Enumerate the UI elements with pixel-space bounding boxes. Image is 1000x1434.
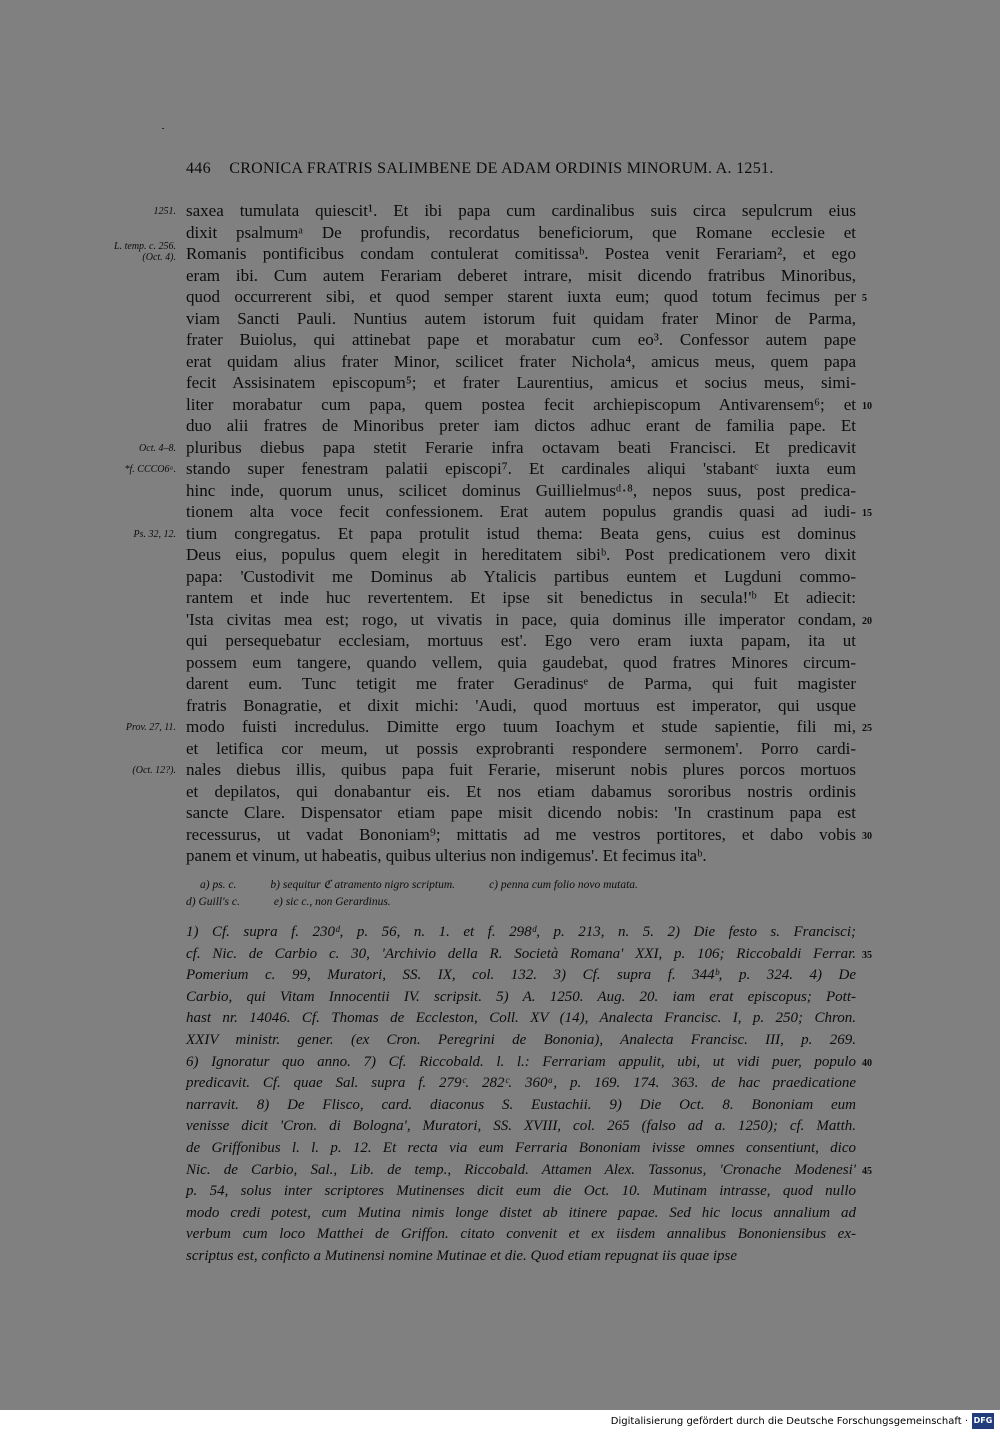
text-line: sancte Clare. Dispensator etiam pape misit dicendo nobis: 'In crastinum papa est [186,803,856,822]
text-line: quod occurrerent sibi, et quod semper starent iuxta eum; quod totum fecimus per [186,287,856,306]
text-line: tionem alta voce fecit confessionem. Erat autem populus grandis quasi ad iudi- [186,502,856,521]
footnote-line: venisse dicit 'Cron. di Bologna', Muratori, SS. XVIII, col. 265 (falso ad a. 1250); cf. Matth. [186,1118,856,1135]
line-number: 25 [862,723,872,734]
footnote-line: p. 54, solus inter scriptores Mutinenses dicit eum die Oct. 10. Mutinam intrasse, quod nullo [186,1183,856,1200]
footnote-line: 6) Ignoratur quo anno. 7) Cf. Riccobald. l. l.: Ferrariam appulit, ubi, ut vidi puer, populo [186,1053,856,1070]
text-line: frater Buiolus, qui attinebat pape et morabatur cum eo³. Confessor autem pape [186,330,856,349]
text-line: 'Ista civitas mea est; rogo, ut vivatis in pace, quia dominus ille imperator condam, [186,609,856,629]
text-line: papa: 'Custodivit me Dominus ab Ytalicis partibus euntem et Lugduni commo- [186,566,856,586]
margin-note: Prov. 27, 11. [125,722,176,733]
text-line: modo fuisti incredulus. Dimitte ergo tuum Ioachym et stude sapientie, fili mi, [186,717,856,736]
footnote-line: cf. Nic. de Carbio c. 30, 'Archivio della R. Società Romana' XXI, p. 106; Riccobaldi Ferrar. [186,945,856,962]
text-line: nales diebus illis, quibus papa fuit Ferarie, miserunt nobis plures porcos mortuos [186,760,856,779]
text-line: tium congregatus. Et papa protulit istud thema: Beata gens, cuius est dominus [186,523,856,543]
margin-note: L. temp. c. 256. [114,241,176,252]
text-line: eram ibi. Cum autem Ferariam deberet intrare, misit dicendo fratribus Minoribus, [186,265,856,285]
text-line: et depilatos, qui donabantur eis. Et nos etiam dabamus sororibus nostris ordinis [186,781,856,801]
line-number: 20 [862,615,872,627]
text-line: saxea tumulata quiescit¹. Et ibi papa cum cardinalibus suis circa sepulcrum eius [186,201,856,220]
dfg-logo: DFG [972,1413,994,1429]
footnote-line: hast nr. 14046. Cf. Thomas de Eccleston, Coll. XV (14), Analecta Francisc. I, p. 250; Chron. [186,1010,856,1027]
footnote-line: narravit. 8) De Flisco, card. diaconus S. Eustachii. 9) Die Oct. 8. Bononiam eum [186,1096,856,1113]
line-number: 5 [862,293,867,304]
line-number: 15 [862,508,872,519]
text-line: recessurus, ut vadat Bononiam⁹; mittatis ad me vestros portitores, et dabo vobis [186,824,856,844]
line-number: 10 [862,400,872,412]
margin-note: Oct. 4–8. [139,442,176,454]
variant-line [186,877,870,893]
footnote-line: verbum cum loco Matthei de Griffon. citato convenit et ex iisdem annalibus Bononiensibus ex- [186,1226,856,1243]
text-line: dixit psalmumᵃ De profundis, recordatus beneficiorum, que Romane ecclesie et [186,222,856,242]
text-line: fecit Assisinatem episcopum⁵; et frater Laurentius, amicus et socius meus, simi- [186,373,856,392]
variant-note: a) ps. c. [200,879,237,891]
text-line: pluribus diebus papa stetit Ferarie infra octavam beati Francisci. Et predicavit [186,437,856,457]
line-number: 35 [862,949,872,961]
footnote-line: de Griffonibus l. l. p. 12. Et recta via eum Ferraria Bononiam ivisse omnes consentiunt, dico [186,1140,856,1156]
footnote-line: XXIV ministr. gener. (ex Cron. Peregrini de Bononia), Analecta Francisc. III, p. 269. [186,1032,856,1048]
footnote-line: scriptus est, conficto a Mutinensi nomine Mutinae et die. Quod etiam repugnat iis quae ipse [186,1248,738,1264]
text-line: liter morabatur cum papa, quem postea fecit archiepiscopum Antivarensem⁶; et [186,394,856,414]
footnote-line: Nic. de Carbio, Sal., Lib. de temp., Riccobald. Attamen Alex. Tassonus, 'Cronache Modenesi' [186,1161,856,1178]
footnote-line: Carbio, qui Vitam Innocentii IV. scripsit. 5) A. 1250. Aug. 20. iam erat episcopus; Pott- [186,988,856,1005]
text-line: Romanis pontificibus condam contulerat comitissaᵇ. Postea venit Ferariam², et ego [186,244,856,263]
text-line: viam Sancti Pauli. Nuntius autem istorum fuit quidam frater Minor de Parma, [186,308,856,328]
margin-note: (Oct. 12?). [132,765,176,776]
text-line: erat quidam alius frater Minor, scilicet frater Nichola⁴, amicus meus, quem papa [186,351,856,371]
line-number: 30 [862,830,872,842]
scan-speck [162,128,164,129]
variant-note: c) penna cum folio novo mutata. [489,879,638,891]
footnote-line: modo credi potest, cum Mutina nimis longe distet ab itinere papae. Sed hic locus annalium ad [186,1204,856,1221]
text-line: fratris Bonagratie, et dixit michi: 'Audi, quod mortuus est imperator, qui usque [186,695,856,715]
margin-note: *f. CCCO6ᵃ. [124,464,176,475]
page-number: 446 [186,160,211,177]
digitization-credit: Digitalisierung gefördert durch die Deutsche Forschungsgemeinschaft · [610,1416,968,1427]
text-line: possem eum tangere, quando vellem, quia gaudebat, quod fratres Minores circum- [186,652,856,672]
variant-note: b) sequitur ℭ atramento nigro scriptum. [270,879,456,891]
footnote-line: Pomerium c. 99, Muratori, SS. IX, col. 132. 3) Cf. supra f. 344ᵇ, p. 324. 4) De [186,967,856,984]
text-line: qui persequebatur ecclesiam, mortuus est'. Ego vero eram iuxta papam, ita ut [186,631,856,650]
text-line: Deus eius, populus quem elegit in hereditatem sibiᵇ. Post predicationem vero dixit [186,545,856,564]
line-number: 45 [862,1165,872,1177]
variant-line [186,894,856,910]
margin-note: 1251. [153,206,176,217]
text-line: stando super fenestram palatii episcopi⁷. Et cardinales aliqui 'stabantᶜ iuxta eum [186,459,856,478]
text-line: hinc inde, quorum unus, scilicet dominus Guillielmusᵈ·⁸, nepos suus, post predica- [186,480,856,500]
line-number: 40 [862,1057,872,1069]
page-header [186,160,856,178]
text-line: duo alii fratres de Minoribus preter iam dictos adhuc erant de familia pape. Et [186,416,856,435]
text-line: rantem et inde huc revertentem. Et ipse sit benedictus in secula!'ᵇ Et adiecit: [186,588,856,607]
margin-note: (Oct. 4). [142,252,176,263]
text-line: panem et vinum, ut habeatis, quibus ulterius non indigemus'. Et fecimus itaᵇ. [186,846,707,865]
margin-note: Ps. 32, 12. [133,528,176,540]
text-line: et letifica cor meum, ut possis exprobranti respondere sermonem'. Porro cardi- [186,738,856,758]
variant-note: e) sic c., non Gerardinus. [273,896,391,908]
running-title: CRONICA FRATRIS SALIMBENE DE ADAM ORDINIS MINORUM. A. 1251. [229,160,774,177]
footnote-line: predicavit. Cf. quae Sal. supra f. 279ᶜ. 282ᶜ. 360ᵃ, p. 169. 174. 363. de hac praedicatione [186,1075,856,1092]
variant-note: d) Guill's c. [186,896,240,908]
footnote-line: 1) Cf. supra f. 230ᵈ, p. 56, n. 1. et f. 298ᵈ, p. 213, n. 5. 2) Die festo s. Francisci; [186,924,856,940]
text-line: darent eum. Tunc tetigit me frater Geradinusᵉ de Parma, qui fuit magister [186,674,856,693]
